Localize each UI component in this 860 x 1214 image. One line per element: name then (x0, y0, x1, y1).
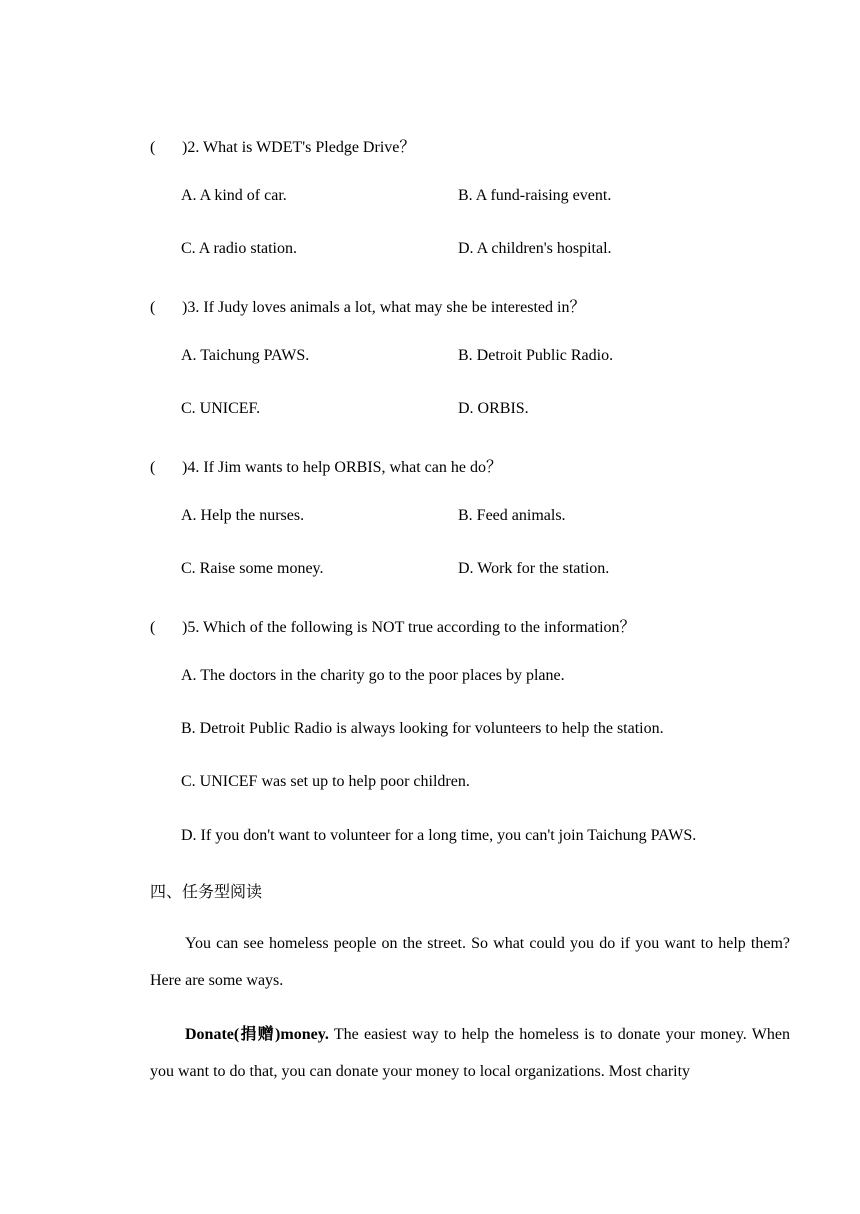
option-d: D. ORBIS. (458, 400, 529, 417)
question-2 (150, 134, 415, 157)
option-b: B. Feed animals. (458, 507, 566, 524)
paragraph-bold-lead: Donate(捐赠)money. (185, 1026, 329, 1043)
question-stem: )4. If Jim wants to help ORBIS, what can he do？ (182, 459, 502, 476)
answer-blank: ( (150, 459, 156, 476)
paragraph-text (150, 1016, 790, 1090)
question-3 (150, 294, 585, 317)
paragraph-text: You can see homeless people on the street. So what could you do if you want to help them? Here are some ways. (150, 935, 790, 989)
answer-blank: ( (150, 139, 156, 156)
option-d: D. A children's hospital. (458, 240, 612, 257)
option-c: C. Raise some money. (181, 560, 324, 577)
option-c: C. UNICEF. (181, 400, 261, 417)
option-a: A. The doctors in the charity go to the poor places by plane. (181, 667, 565, 684)
option-a: A. A kind of car. (181, 187, 287, 204)
option-c: C. UNICEF was set up to help poor children. (181, 773, 470, 790)
passage-paragraph-1 (150, 925, 790, 999)
question-4 (150, 454, 502, 477)
paragraph-body: The easiest way to help the homeless is to donate your money. When you want to do that, you can donate your money to local organizations. Most charity (150, 1026, 790, 1080)
option-a: A. Taichung PAWS. (181, 347, 310, 364)
option-d: D. If you don't want to volunteer for a long time, you can't join Taichung PAWS. (181, 827, 697, 844)
question-stem: )5. Which of the following is NOT true according to the information？ (182, 619, 636, 636)
question-stem: )2. What is WDET's Pledge Drive？ (182, 139, 416, 156)
option-c: C. A radio station. (181, 240, 297, 257)
answer-blank: ( (150, 619, 156, 636)
option-b: B. Detroit Public Radio. (458, 347, 614, 364)
section-heading: 四、任务型阅读 (150, 882, 263, 901)
question-5 (150, 614, 636, 637)
question-stem: )3. If Judy loves animals a lot, what may she be interested in？ (182, 299, 586, 316)
option-b: B. A fund-raising event. (458, 187, 612, 204)
option-b: B. Detroit Public Radio is always looking for volunteers to help the station. (181, 720, 664, 737)
answer-blank: ( (150, 299, 156, 316)
option-d: D. Work for the station. (458, 560, 610, 577)
passage-paragraph-2 (150, 1016, 790, 1090)
option-a: A. Help the nurses. (181, 507, 305, 524)
